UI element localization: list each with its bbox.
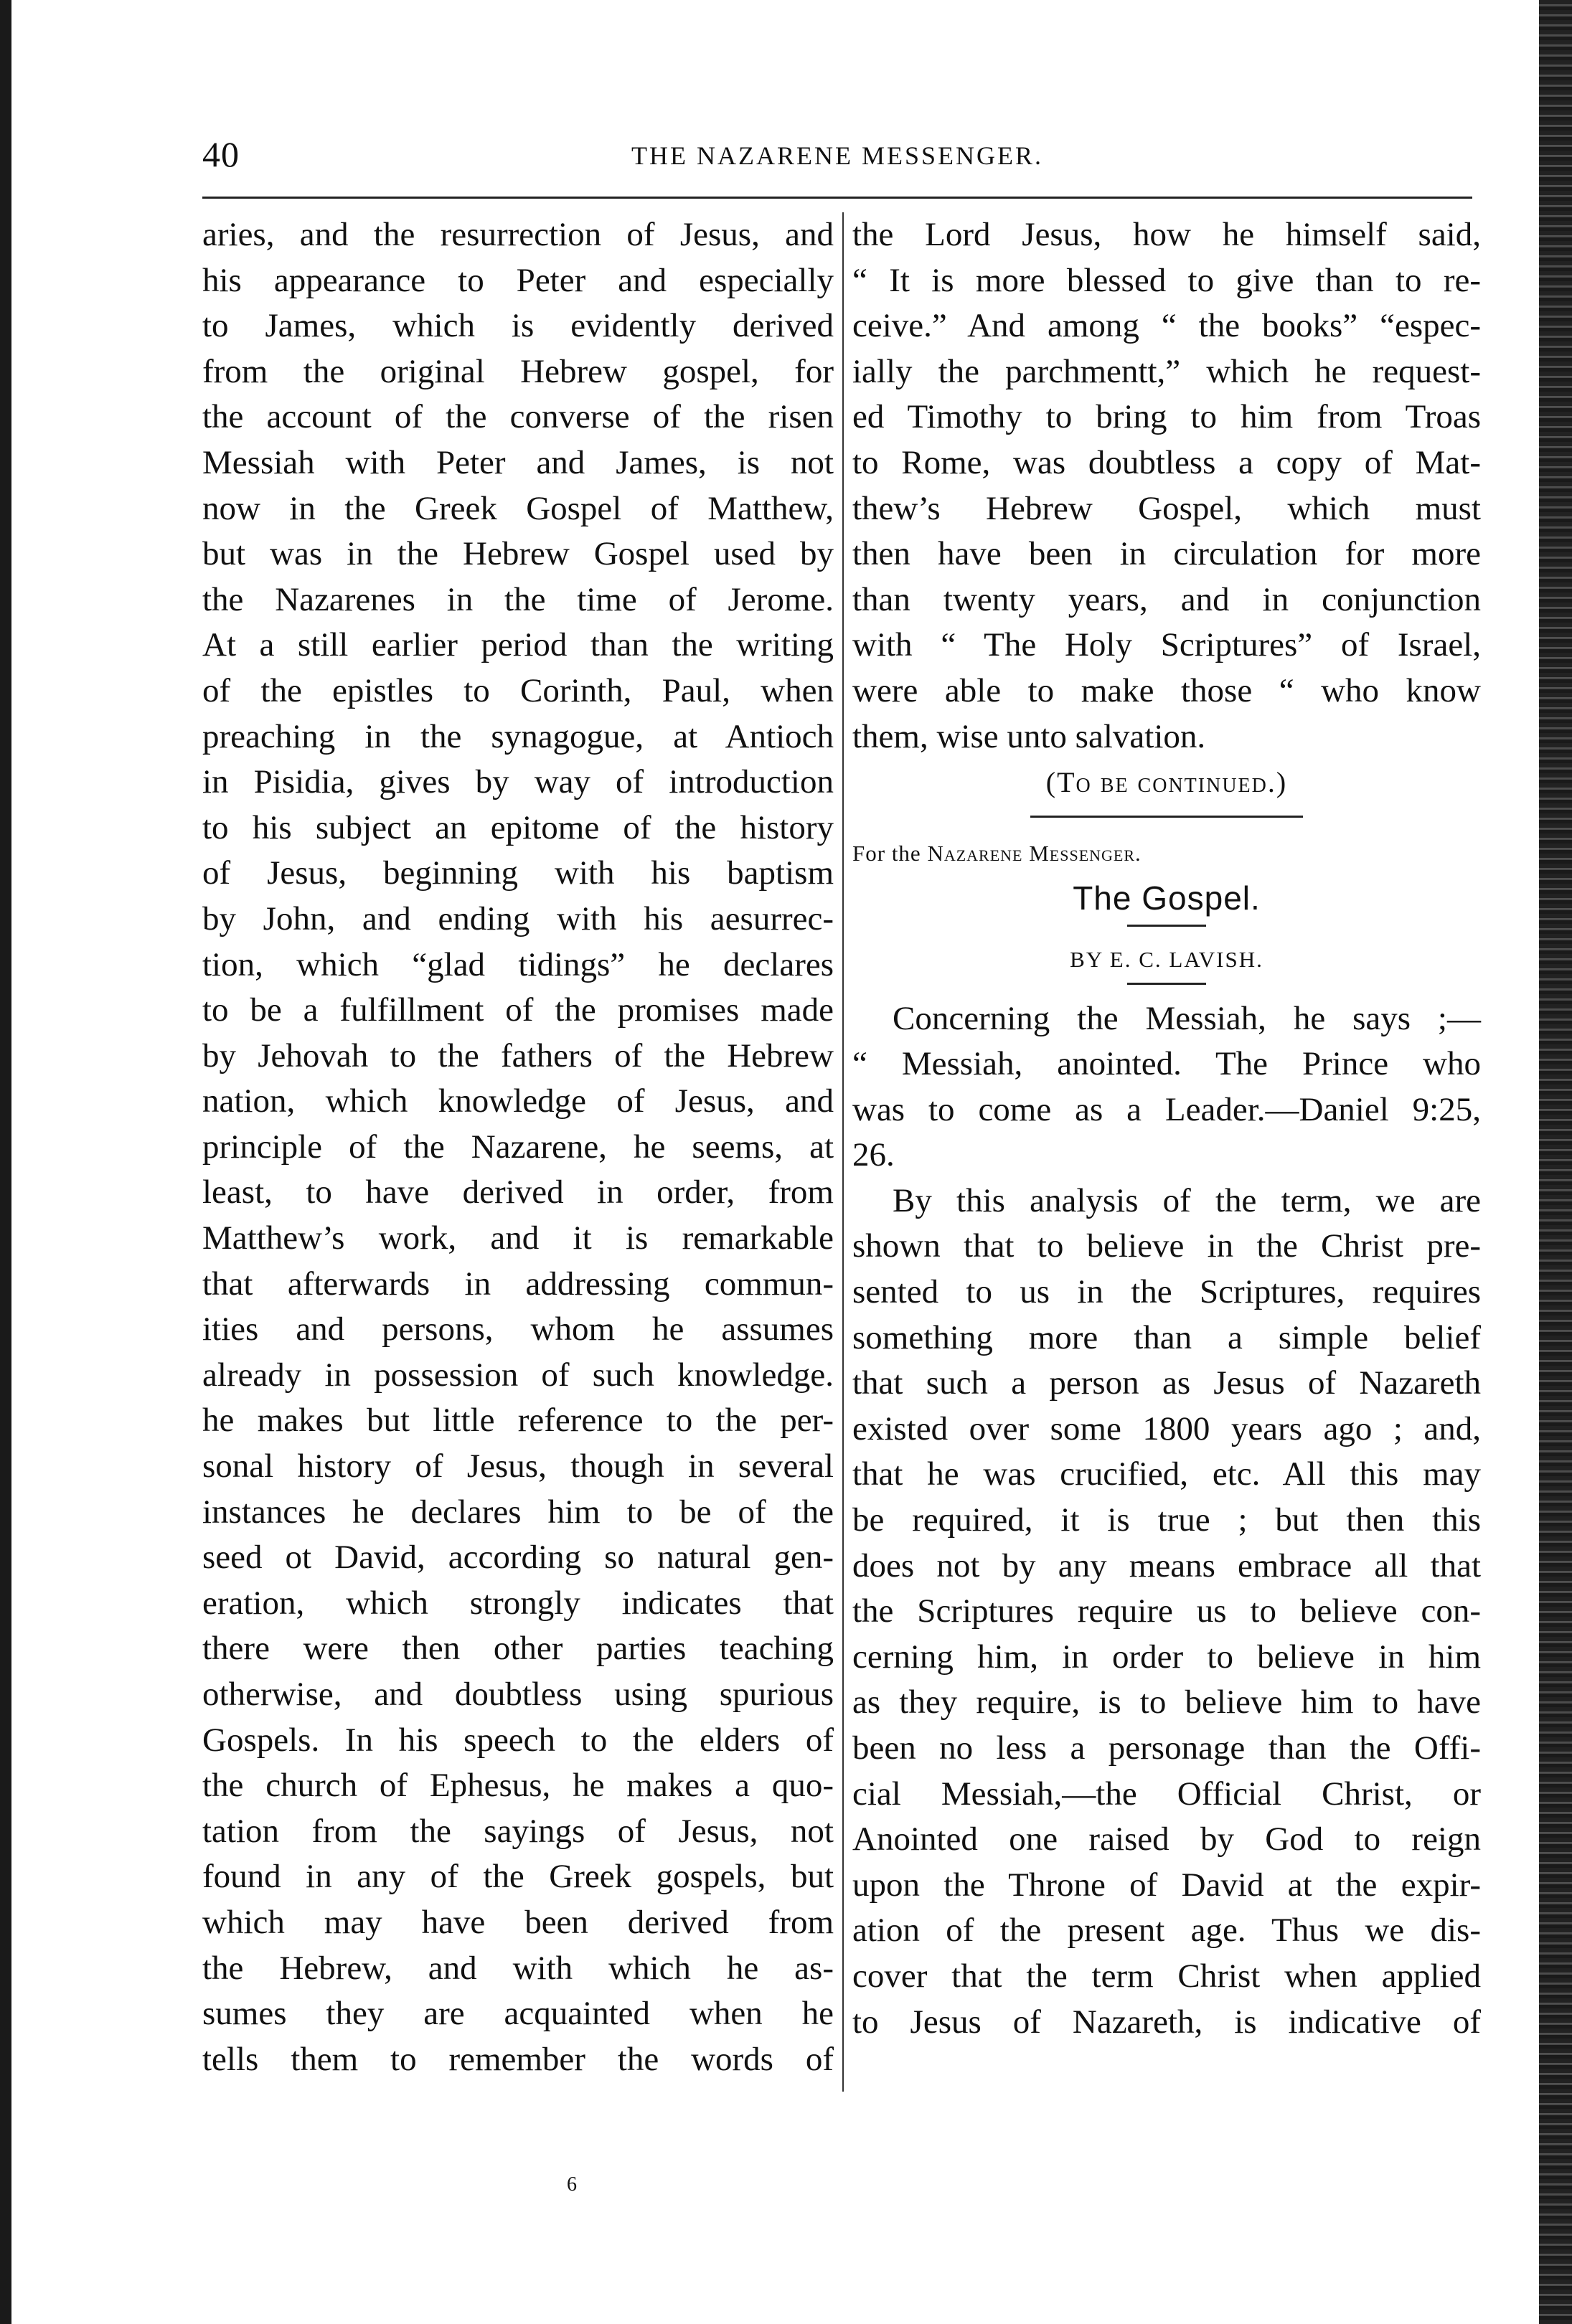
- text-line: tion, which “glad tidings” he declares: [202, 945, 834, 983]
- text-line: of the epistles to Corinth, Paul, when: [202, 671, 834, 709]
- text-line: to Rome, was doubtless a copy of Mat-: [852, 443, 1481, 481]
- text-line: tells them to remember the words of: [202, 2040, 834, 2078]
- right-column: [852, 212, 1481, 2045]
- text-line: Anointed one raised by God to reign: [852, 1820, 1481, 1858]
- text-line: Concerning the Messiah, he says ;—: [893, 999, 1481, 1037]
- header-rule: [202, 197, 1472, 199]
- text-line: preaching in the synagogue, at Antioch: [202, 717, 834, 755]
- text-line: sumes they are acquainted when he: [202, 1995, 834, 2033]
- article-byline: BY E. C. LAVISH.: [1070, 946, 1263, 972]
- publication-credit: [852, 831, 1481, 877]
- text-line: which may have been derived from: [202, 1903, 834, 1941]
- text-line: ed Timothy to bring to him from Troas: [852, 398, 1481, 436]
- credit-prefix: For the: [852, 840, 921, 866]
- text-line: that he was crucified, etc. All this may: [852, 1455, 1481, 1493]
- text-line: principle of the Nazarene, he seems, at: [202, 1128, 834, 1166]
- text-line: already in possession of such knowledge.: [202, 1356, 834, 1394]
- binding-edge-left: [0, 0, 11, 2324]
- text-line: to Jesus of Nazareth, is indicative of: [852, 2003, 1481, 2041]
- text-line: At a still earlier period than the writing: [202, 626, 834, 664]
- signature-mark: 6: [567, 2173, 577, 2196]
- text-line: by John, and ending with his aesurrec-: [202, 899, 834, 937]
- running-title: THE NAZARENE MESSENGER.: [631, 141, 1043, 170]
- text-line: does not by any means embrace all that: [852, 1546, 1481, 1584]
- text-line: By this analysis of the term, we are: [893, 1181, 1481, 1219]
- text-line: to his subject an epitome of the history: [202, 808, 834, 846]
- text-line: nation, which knowledge of Jesus, and: [202, 1082, 834, 1120]
- text-line: from the original Hebrew gospel, for: [202, 352, 834, 390]
- text-line: that afterwards in addressing commun-: [202, 1265, 834, 1303]
- text-line: there were then other parties teaching: [202, 1630, 834, 1668]
- text-line: that such a person as Jesus of Nazareth: [852, 1364, 1481, 1402]
- page-number: 40: [202, 134, 240, 174]
- text-line: the Scriptures require us to believe con-: [852, 1592, 1481, 1630]
- text-line: thew’s Hebrew Gospel, which must: [852, 489, 1481, 527]
- article-title: The Gospel.: [1073, 879, 1261, 917]
- column-divider: [842, 212, 844, 2092]
- text-line: ially the parchmentt,” which he request-: [852, 352, 1481, 390]
- text-line: by Jehovah to the fathers of the Hebrew: [202, 1036, 834, 1074]
- left-column: [202, 212, 834, 2082]
- text-line: ceive.” And among “ the books” “espec-: [852, 307, 1481, 345]
- text-line: instances he declares him to be of the: [202, 1493, 834, 1531]
- text-line: sonal history of Jesus, though in several: [202, 1447, 834, 1485]
- credit-publication: Nazarene Messenger.: [927, 840, 1142, 866]
- text-line: shown that to believe in the Christ pre-: [852, 1227, 1481, 1265]
- text-line: to James, which is evidently derived: [202, 307, 834, 345]
- text-line: least, to have derived in order, from: [202, 1173, 834, 1211]
- text-line: found in any of the Greek gospels, but: [202, 1858, 834, 1896]
- text-line: then have been in circulation for more: [852, 535, 1481, 573]
- text-line: cial Messiah,—the Official Christ, or: [852, 1775, 1481, 1813]
- text-line: than twenty years, and in conjunction: [852, 580, 1481, 618]
- text-line: been no less a personage than the Offi-: [852, 1729, 1481, 1767]
- text-line: 26.: [852, 1136, 895, 1174]
- text-line: upon the Throne of David at the expir-: [852, 1866, 1481, 1904]
- text-line: something more than a simple belief: [852, 1318, 1481, 1356]
- text-line: of Jesus, beginning with his baptism: [202, 854, 834, 892]
- text-line: tation from the sayings of Jesus, not: [202, 1812, 834, 1850]
- text-line: seed ot David, according so natural gen-: [202, 1539, 834, 1577]
- text-line: the Hebrew, and with which he as-: [202, 1949, 834, 1987]
- text-line: ation of the present age. Thus we dis-: [852, 1912, 1481, 1950]
- page-header: [202, 133, 1472, 184]
- text-line: his appearance to Peter and especially: [202, 261, 834, 299]
- text-line: Messiah with Peter and James, is not: [202, 443, 834, 481]
- text-line: them, wise unto salvation.: [852, 717, 1206, 755]
- text-line: be required, it is true ; but then this: [852, 1501, 1481, 1539]
- text-line: eration, which strongly indicates that: [202, 1584, 834, 1622]
- text-line: cerning him, in order to believe in him: [852, 1638, 1481, 1676]
- text-line: with “ The Holy Scriptures” of Israel,: [852, 626, 1481, 664]
- text-line: were able to make those “ who know: [852, 671, 1481, 709]
- text-line: Matthew’s work, and it is remarkable: [202, 1219, 834, 1257]
- text-line: was to come as a Leader.—Daniel 9:25,: [852, 1090, 1481, 1128]
- text-line: in Pisidia, gives by way of introduction: [202, 763, 834, 801]
- text-line: “ It is more blessed to give than to re-: [852, 261, 1481, 299]
- text-line: as they require, is to believe him to have: [852, 1683, 1481, 1721]
- text-line: the church of Ephesus, he makes a quo-: [202, 1767, 834, 1805]
- text-line: ities and persons, whom he assumes: [202, 1310, 834, 1348]
- text-line: to be a fulfillment of the promises made: [202, 991, 834, 1029]
- binding-edge-right: [1539, 0, 1572, 2324]
- to-be-continued: (To be continued.): [1045, 766, 1288, 799]
- text-line: cover that the term Christ when applied: [852, 1957, 1481, 1995]
- text-line: the Lord Jesus, how he himself said,: [852, 216, 1481, 253]
- text-line: the account of the converse of the risen: [202, 398, 834, 436]
- text-line: Gospels. In his speech to the elders of: [202, 1721, 834, 1759]
- text-line: existed over some 1800 years ago ; and,: [852, 1409, 1481, 1447]
- text-line: otherwise, and doubtless using spurious: [202, 1676, 834, 1713]
- text-line: the Nazarenes in the time of Jerome.: [202, 580, 834, 618]
- text-line: aries, and the resurrection of Jesus, and: [202, 216, 834, 253]
- text-line: “ Messiah, anointed. The Prince who: [852, 1045, 1481, 1083]
- text-line: but was in the Hebrew Gospel used by: [202, 535, 834, 573]
- text-line: sented to us in the Scriptures, requires: [852, 1273, 1481, 1311]
- text-line: now in the Greek Gospel of Matthew,: [202, 489, 834, 527]
- text-line: he makes but little reference to the per-: [202, 1402, 834, 1440]
